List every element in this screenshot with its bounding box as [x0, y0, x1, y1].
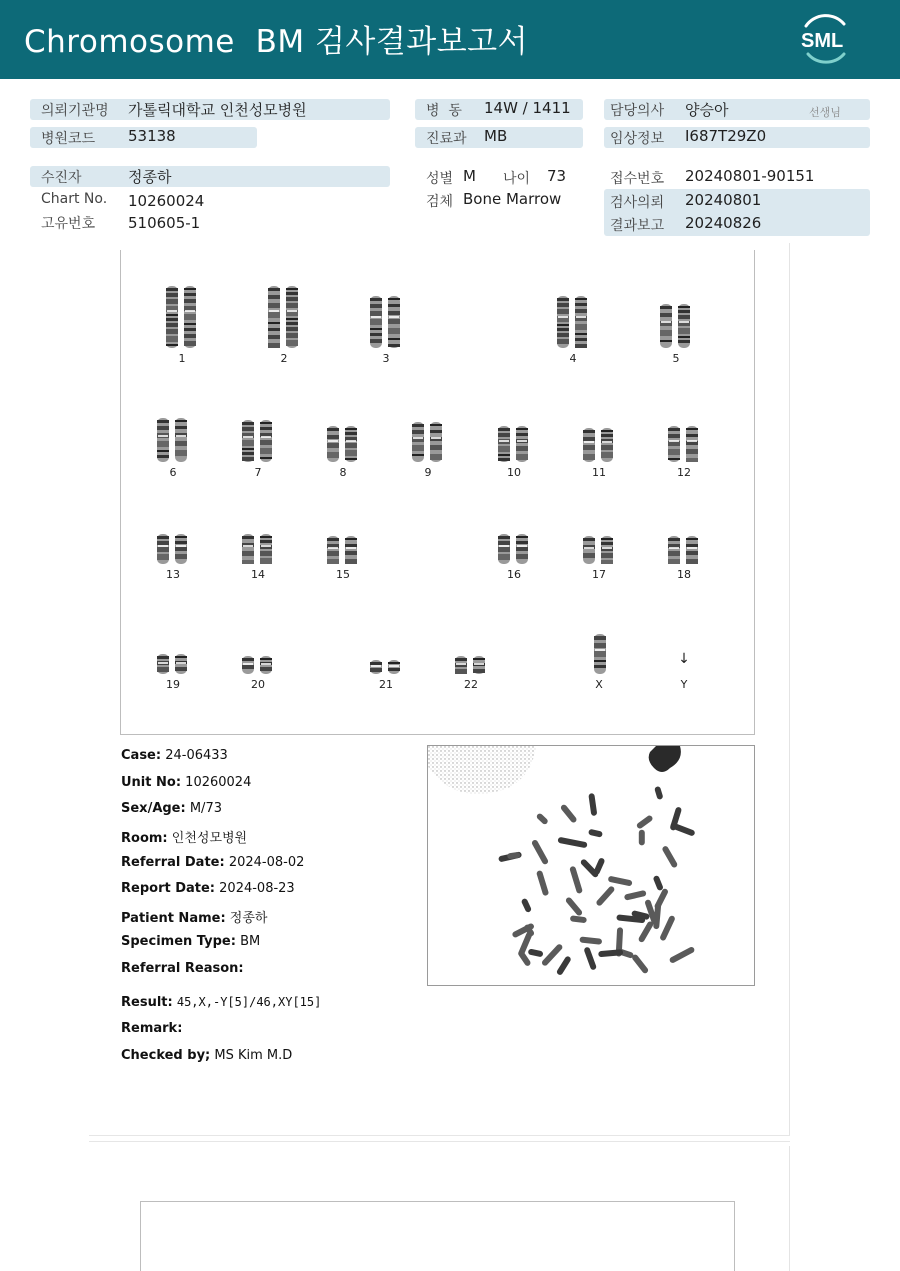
chromosome-label: 20 — [251, 678, 265, 691]
chromosome-17 — [569, 536, 629, 581]
chromosome-19 — [143, 654, 203, 691]
chromosome-11 — [569, 428, 629, 479]
page-separator — [89, 1135, 790, 1136]
chromosome-label: 21 — [379, 678, 393, 691]
chromosome-label: 16 — [507, 568, 521, 581]
metaphase-chromosome — [521, 898, 532, 913]
metaphase-chromosome — [531, 839, 549, 865]
next-page-box — [140, 1201, 735, 1271]
chromosome-2 — [254, 286, 314, 365]
chromosome-12 — [654, 426, 714, 479]
institution-value: 가톨릭대학교 인천성모병원 — [128, 101, 307, 119]
ward-label: 병 동 — [426, 103, 462, 119]
remark-line — [121, 1021, 187, 1036]
chromosome-4 — [543, 296, 603, 365]
remark-label: Remark: — [121, 1021, 183, 1036]
metaphase-spread — [428, 746, 755, 986]
clinical-label: 임상정보 — [610, 131, 665, 147]
report-header — [0, 0, 900, 79]
report-date-value: 2024-08-23 — [219, 881, 295, 896]
metaphase-chromosome — [669, 946, 696, 964]
chromosome-label: 1 — [178, 352, 186, 365]
patient-value: 정종하 — [128, 168, 172, 186]
department-value: MB — [484, 127, 508, 145]
metaphase-chromosome — [583, 946, 597, 970]
referral-reason-line — [121, 961, 248, 976]
case-value: 24-06433 — [165, 748, 228, 763]
chromosome-label: 4 — [569, 352, 577, 365]
metaphase-chromosome — [588, 793, 597, 816]
receipt-value: 20240801-90151 — [685, 167, 815, 185]
result-date-value: 20240826 — [685, 214, 762, 232]
chromosome-22 — [441, 656, 501, 691]
specimen-label: 검체 — [426, 194, 454, 210]
chromosome-14 — [228, 534, 288, 581]
chromosome-y — [654, 648, 714, 691]
chart-value: 10260024 — [128, 192, 205, 210]
metaphase-chromosome — [659, 915, 676, 942]
metaphase-chromosome — [593, 857, 606, 875]
specimen-type-value: BM — [240, 934, 261, 949]
result-date-label: 결과보고 — [610, 218, 665, 234]
specimen-type-label: Specimen Type: — [121, 934, 236, 949]
unit-label: Unit No: — [121, 775, 182, 790]
checked-label: Checked by; — [121, 1048, 211, 1063]
patient-row-bg — [30, 166, 390, 187]
chromosome-label: 15 — [336, 568, 350, 581]
metaphase-chromosome — [569, 866, 583, 894]
metaphase-chromosome — [588, 829, 603, 838]
metaphase-chromosome — [536, 870, 549, 896]
karyogram — [120, 250, 755, 735]
chromosome-label: 3 — [382, 352, 390, 365]
department-label: 진료과 — [426, 131, 467, 147]
age-value: 73 — [547, 167, 567, 185]
referral-date-line — [121, 855, 304, 870]
chromosome-label: 18 — [677, 568, 691, 581]
chromosome-label: X — [595, 678, 603, 691]
room-value: 인천성모병원 — [171, 831, 248, 846]
chromosome-15 — [313, 536, 373, 581]
metaphase-image — [427, 745, 755, 986]
hospital-code-value: 53138 — [128, 127, 176, 145]
chromosome-label: Y — [680, 678, 688, 691]
metaphase-chromosome — [608, 876, 633, 887]
patient-name-line — [121, 907, 267, 926]
chromosome-20 — [228, 656, 288, 691]
metaphase-chromosome — [557, 837, 587, 849]
metaphase-chromosome — [654, 786, 664, 800]
metaphase-chromosome — [528, 948, 544, 957]
unit-line — [121, 775, 251, 790]
request-label: 검사의뢰 — [610, 195, 665, 211]
chromosome-13 — [143, 534, 203, 581]
patient-name-value: 정종하 — [229, 911, 268, 926]
chromosome-label: 9 — [424, 466, 432, 479]
result-label: Result: — [121, 995, 173, 1010]
case-line — [121, 748, 228, 763]
room-label: Room: — [121, 831, 168, 846]
sex-label: 성별 — [426, 171, 454, 187]
report-date-line — [121, 881, 295, 896]
chromosome-7 — [228, 420, 288, 479]
metaphase-chromosome — [507, 852, 521, 860]
referral-reason-label: Referral Reason: — [121, 961, 244, 976]
metaphase-chromosome — [536, 812, 549, 825]
metaphase-chromosome — [570, 915, 587, 923]
result-value: 45,X,-Y[5]/46,XY[15] — [176, 995, 322, 1009]
logo-text: SML — [801, 30, 844, 52]
metaphase-chromosome — [661, 845, 678, 869]
chromosome-21 — [356, 660, 416, 691]
chart-label: Chart No. — [41, 191, 108, 207]
hospital-code-label: 병원코드 — [41, 131, 96, 147]
chromosome-x — [569, 634, 629, 691]
missing-y-arrow-icon: ↓ — [678, 651, 690, 667]
chromosome-label: 13 — [166, 568, 180, 581]
metaphase-chromosome — [565, 896, 584, 917]
chromosome-8 — [313, 426, 373, 479]
metaphase-chromosome — [624, 890, 647, 901]
chromosome-label: 14 — [251, 568, 265, 581]
chromosome-label: 7 — [254, 466, 262, 479]
patient-label: 수진자 — [41, 170, 82, 186]
referral-date-value: 2024-08-02 — [228, 855, 305, 870]
metaphase-chromosome — [638, 920, 655, 943]
metaphase-chromosome — [579, 936, 602, 944]
doctor-suffix: 선생님 — [809, 106, 841, 119]
specimen-type-line — [121, 934, 260, 949]
chromosome-16 — [484, 534, 544, 581]
doctor-value: 양승아 — [685, 101, 729, 119]
institution-label: 의뢰기관명 — [41, 103, 109, 119]
checked-line — [121, 1048, 292, 1063]
chromosome-label: 12 — [677, 466, 691, 479]
chromosome-label: 19 — [166, 678, 180, 691]
sexage-line — [121, 801, 222, 816]
chromosome-label: 5 — [672, 352, 680, 365]
patient-name-label: Patient Name: — [121, 911, 226, 926]
metaphase-chromosome — [639, 830, 645, 846]
chromosome-18 — [654, 536, 714, 581]
sexage-label: Sex/Age: — [121, 801, 186, 816]
chromosome-label: 2 — [280, 352, 288, 365]
chromosome-label: 22 — [464, 678, 478, 691]
chromosome-label: 17 — [592, 568, 606, 581]
chromosome-6 — [143, 418, 203, 479]
metaphase-chromosome — [653, 875, 664, 891]
referral-date-label: Referral Date: — [121, 855, 225, 870]
chromosome-label: 8 — [339, 466, 347, 479]
chromosome-5 — [646, 304, 706, 365]
chromosome-3 — [356, 296, 416, 365]
metaphase-chromosome — [636, 814, 654, 829]
chromosome-9 — [398, 422, 458, 479]
clinical-value: I687T29Z0 — [685, 127, 767, 145]
chromosome-label: 6 — [169, 466, 177, 479]
chromosome-1 — [152, 286, 212, 365]
unit-value: 10260024 — [185, 775, 252, 790]
request-value: 20240801 — [685, 191, 762, 209]
specimen-value: Bone Marrow — [463, 190, 562, 208]
unique-label: 고유번호 — [41, 216, 96, 232]
ward-value: 14W / 1411 — [484, 99, 571, 117]
metaphase-chromosome — [653, 902, 661, 929]
metaphase-chromosome — [541, 943, 564, 967]
chromosome-10 — [484, 426, 544, 479]
doctor-label: 담당의사 — [610, 103, 665, 119]
unique-value: 510605-1 — [128, 214, 201, 232]
page-separator-2 — [89, 1141, 790, 1142]
report-date-label: Report Date: — [121, 881, 216, 896]
age-label: 나이 — [503, 171, 531, 187]
metaphase-chromosome — [560, 803, 578, 823]
sexage-value: M/73 — [189, 801, 222, 816]
metaphase-chromosome — [631, 953, 649, 974]
result-line — [121, 995, 321, 1010]
case-label: Case: — [121, 748, 162, 763]
receipt-label: 접수번호 — [610, 171, 665, 187]
chromosome-label: 10 — [507, 466, 521, 479]
report-title: Chromosome BM 검사결과보고서 — [24, 24, 529, 60]
metaphase-chromosome — [556, 955, 572, 976]
sex-value: M — [463, 167, 476, 185]
metaphase-chromosome — [595, 885, 615, 907]
room-line — [121, 827, 247, 846]
chromosome-label: 11 — [592, 466, 606, 479]
sml-logo — [796, 12, 854, 66]
checked-value: MS Kim M.D — [214, 1048, 293, 1063]
